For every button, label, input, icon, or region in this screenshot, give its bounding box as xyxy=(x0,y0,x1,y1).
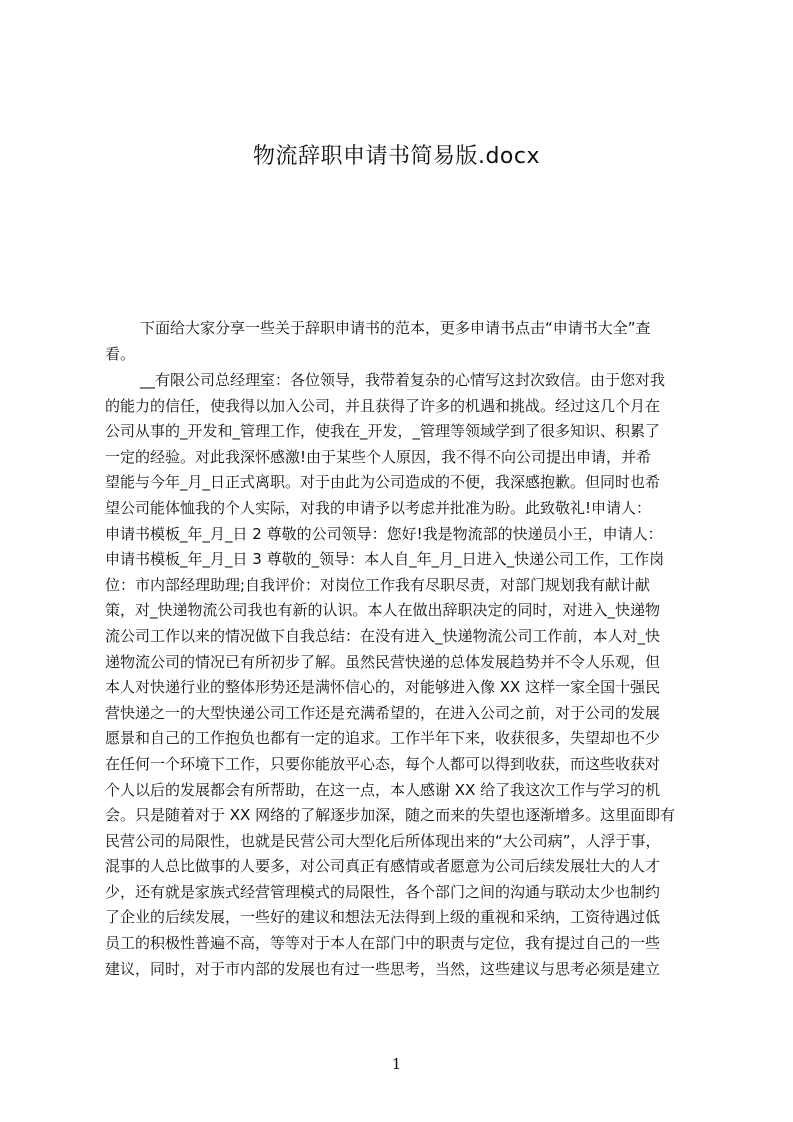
document-title: 物流辞职申请书简易版.docx xyxy=(252,144,541,169)
paragraph-line: 了企业的后续发展，一些好的建议和想法无法得到上级的重视和采纳，工资待遇过低 xyxy=(105,908,661,927)
paragraph-line: 策，对_快递物流公司我也有新的认识。本人在做出辞职决定的同时，对进入_快递物 xyxy=(105,601,661,620)
paragraph-line: 少，还有就是家族式经营管理模式的局限性，各个部门之间的沟通与联动太少也制约 xyxy=(105,882,661,901)
paragraph-line: 营快递之一的大型快递公司工作还是充满希望的，在进入公司之前，对于公司的发展 xyxy=(105,703,661,722)
paragraph-line: 个人以后的发展都会有所帮助，在这一点，本人感谢 XX 给了我这次工作与学习的机 xyxy=(105,780,661,799)
paragraph-line: 的能力的信任，使我得以加入公司，并且获得了许多的机遇和挑战。经过这几个月在 xyxy=(105,396,661,415)
paragraph-line: 递物流公司的情况已有所初步了解。虽然民营快递的总体发展趋势并不令人乐观，但 xyxy=(105,652,661,671)
paragraph-line: 愿景和自己的工作抱负也都有一定的追求。工作半年下来，收获很多，失望却也不少 xyxy=(105,729,661,748)
paragraph-line: 申请书模板_年_月_日 2 尊敬的公司领导：您好!我是物流部的快递员小王，申请人： xyxy=(105,524,663,543)
paragraph-line: 会。只是随着对于 XX 网络的了解逐步加深，随之而来的失望也逐渐增多。这里面即有 xyxy=(105,806,676,825)
paragraph-line: 一定的经验。对此我深怀感激!由于某些个人原因，我不得不向公司提出申请，并希 xyxy=(105,447,652,466)
paragraph-line: 流公司工作以来的情况做下自我总结：在没有进入_快递物流公司工作前，本人对_快 xyxy=(105,626,661,645)
main-paragraph xyxy=(105,368,698,982)
paragraph-line: 申请书模板_年_月_日 3 尊敬的_领导：本人自_年_月_日进入_快递公司工作，工作岗 xyxy=(105,550,665,569)
paragraph-line: 望公司能体恤我的个人实际，对我的申请予以考虑并批准为盼。此致敬礼!申请人： xyxy=(105,498,652,517)
paragraph-line: 位：市内部经理助理;自我评价：对岗位工作我有尽职尽责，对部门规划我有献计献 xyxy=(105,575,651,594)
intro-paragraph xyxy=(105,316,698,367)
paragraph-line: 本人对快递行业的整体形势还是满怀信心的，对能够进入像 XX 这样一家全国十强民 xyxy=(105,678,661,697)
paragraph-line: 建议，同时，对于市内部的发展也有过一些思考，当然，这些建议与思考必须是建立 xyxy=(105,959,661,978)
paragraph-line: 下面给大家分享一些关于辞职申请书的范本，更多申请书点击“申请书大全”查 xyxy=(140,319,651,337)
paragraph-line: 看。 xyxy=(105,344,136,363)
paragraph-line: 在任何一个环境下工作，只要你能放平心态，每个人都可以得到收获，而这些收获对 xyxy=(105,754,661,773)
paragraph-line: 公司从事的_开发和_管理工作，使我在_开发，_管理等领域学到了很多知识、积累了 xyxy=(105,422,661,441)
page-number: 1 xyxy=(391,1055,402,1073)
paragraph-line: 混事的人总比做事的人要多，对公司真正有感情或者愿意为公司后续发展壮大的人才 xyxy=(105,857,661,876)
paragraph-line: 望能与今年_月_日正式离职。对于由此为公司造成的不便，我深感抱歉。但同时也希 xyxy=(105,473,661,492)
paragraph-line: 民营公司的局限性，也就是民营公司大型化后所体现出来的“大公司病”，人浮于事， xyxy=(105,831,661,850)
paragraph-line: 员工的积极性普遍不高，等等对于本人在部门中的职责与定位，我有提过自己的一些 xyxy=(105,934,661,953)
paragraph-line: __有限公司总经理室：各位领导，我带着复杂的心情写这封次致信。由于您对我 xyxy=(140,371,666,389)
